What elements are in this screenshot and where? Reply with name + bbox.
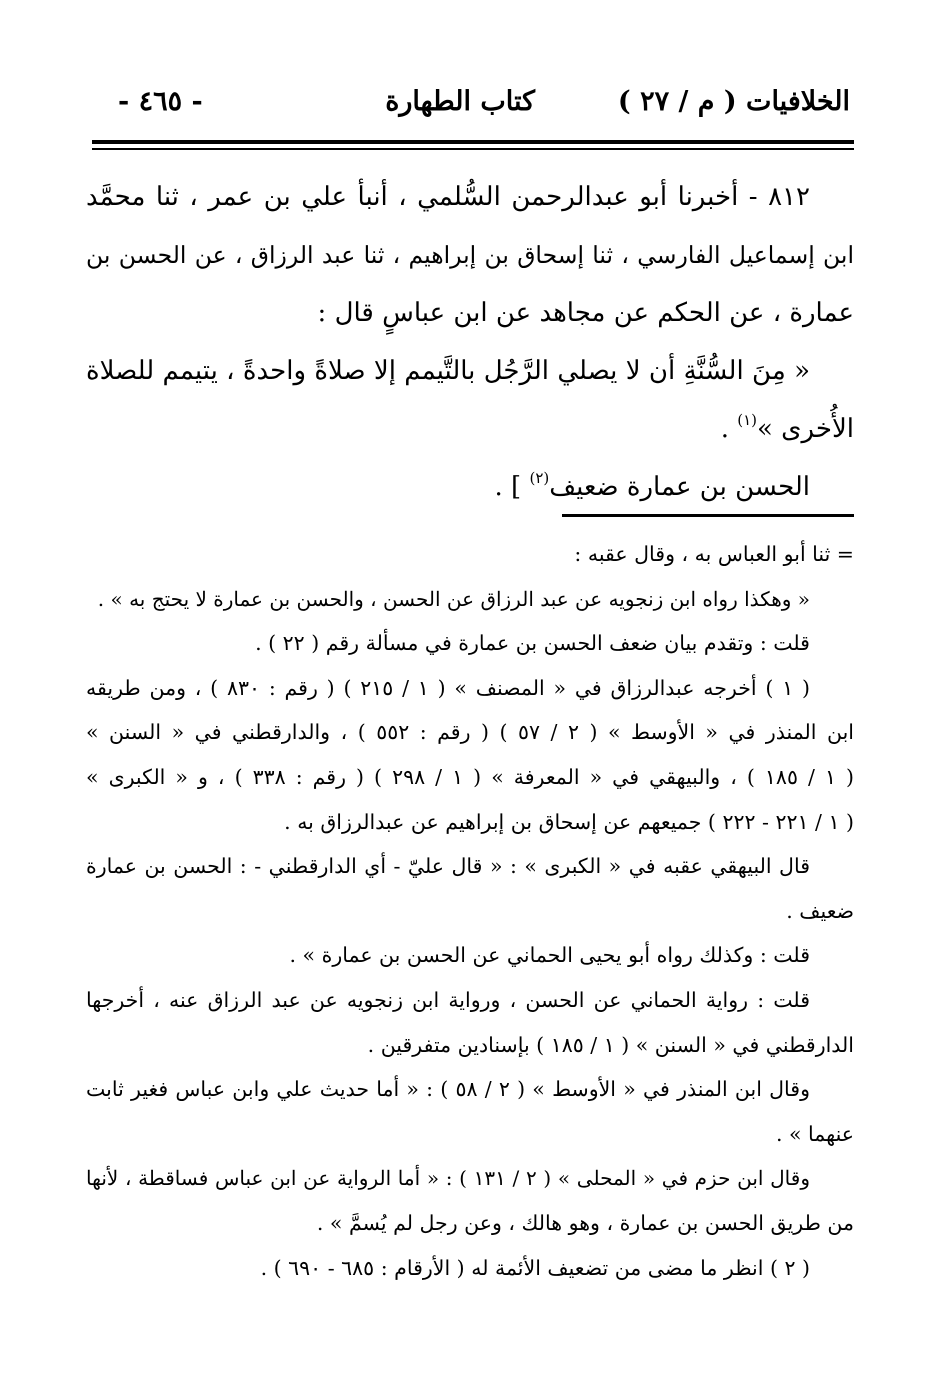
main-line-tail: . (720, 414, 738, 444)
main-line: الحسن بن عمارة ضعيف (549, 472, 810, 502)
page-header (100, 86, 850, 122)
footnote-line: وقال ابن حزم في « المحلى » ( ٢ / ١٣١ ) : « أما الرواية عن ابن عباس فساقطة ، لأنها (86, 1166, 810, 1191)
main-line: الأُخرى » (757, 414, 854, 444)
footnote-line: ابن المنذر في « الأوسط » ( ٢ / ٥٧ ) ( رقم : ٥٥٢ ) ، والدارقطني في « السنن » (86, 720, 854, 745)
footnote-line: ( ١ / ٢٢١ - ٢٢٢ ) جميعهم عن إسحاق بن إبراهيم عن عبدالرزاق به . (284, 809, 854, 834)
main-line-tail: ] . (494, 472, 530, 502)
footnote-line: قلت : رواية الحماني عن الحسن ، ورواية ابن زنجويه عن عبد الرزاق عنه ، أخرجها (86, 987, 810, 1012)
footnote-line: « وهكذا رواه ابن زنجويه عن عبد الرزاق عن الحسن ، والحسن بن عمارة لا يحتج به » . (97, 586, 810, 611)
main-text (86, 168, 854, 516)
footnote-line: وقال ابن المنذر في « الأوسط » ( ٢ / ٥٨ ) : « أما حديث علي وابن عباس فغير ثابت (86, 1077, 810, 1102)
main-line: ٨١٢ - أخبرنا أبو عبدالرحمن السُّلمي ، أنبأ علي بن عمر ، ثنا محمَّد (86, 182, 810, 212)
header-rule-thick (92, 140, 854, 144)
footnote-separator (562, 514, 854, 517)
footnote-line: قال البيهقي عقبه في « الكبرى » : « قال عليّ - أي الدارقطني - : الحسن بن عمارة (86, 854, 810, 879)
footnote-line: = ثنا أبو العباس به ، وقال عقبه : (574, 542, 854, 566)
footnote-line: الدارقطني في « السنن » ( ١ / ١٨٥ ) بإسنادين متفرقين . (367, 1032, 854, 1057)
footnote-line: قلت : وكذلك رواه أبو يحيى الحماني عن الحسن بن عمارة » . (289, 943, 810, 968)
footnote-line: ضعيف . (786, 898, 854, 923)
footnote-ref-1: (١) (737, 411, 757, 429)
footnote-line: قلت : وتقدم بيان ضعف الحسن بن عمارة في مسألة رقم ( ٢٢ ) . (255, 631, 810, 656)
footnote-line: من طريق الحسن بن عمارة ، وهو هالك ، وعن رجل لم يُسمَّ » . (316, 1210, 854, 1235)
footnote-line: ( ١ ) أخرجه عبدالرزاق في « المصنف » ( ١ / ٢١٥ ) ( رقم : ٨٣٠ ) ، ومن طريقه (86, 675, 810, 700)
main-line: « مِنَ السُّنَّةِ أن لا يصلي الرَّجُل بالتَّيمم إلا صلاةً واحدةً ، يتيمم للصلاة (86, 356, 810, 386)
running-title: الخلافيات ( م / ٢٧ ) (617, 86, 850, 117)
main-line: ابن إسماعيل الفارسي ، ثنا إسحاق بن إبراهيم ، ثنا عبد الرزاق ، عن الحسن بن (86, 241, 854, 269)
page-number: - ٤٦٥ - (118, 86, 203, 117)
footnote-line: ( ٢ ) انظر ما مضى من تضعيف الأئمة له ( الأرقام : ٦٨٥ - ٦٩٠ ) . (260, 1255, 810, 1280)
main-line-with-ref (86, 400, 854, 458)
footnote-line: ( ١ / ١٨٥ ) ، والبيهقي في « المعرفة » ( ١ / ٢٩٨ ) ( رقم : ٣٣٨ ) ، و « الكبرى » (86, 764, 854, 789)
header-rule-thin (92, 148, 854, 150)
chapter-title: كتاب الطهارة (385, 86, 535, 117)
main-line-with-ref (86, 458, 854, 516)
footnote-line: عنهما » . (775, 1121, 854, 1146)
main-line: عمارة ، عن الحكم عن مجاهد عن ابن عباسٍ قال : (317, 298, 854, 328)
footnote-ref-2: (٢) (529, 469, 550, 487)
footnotes (86, 532, 854, 1290)
